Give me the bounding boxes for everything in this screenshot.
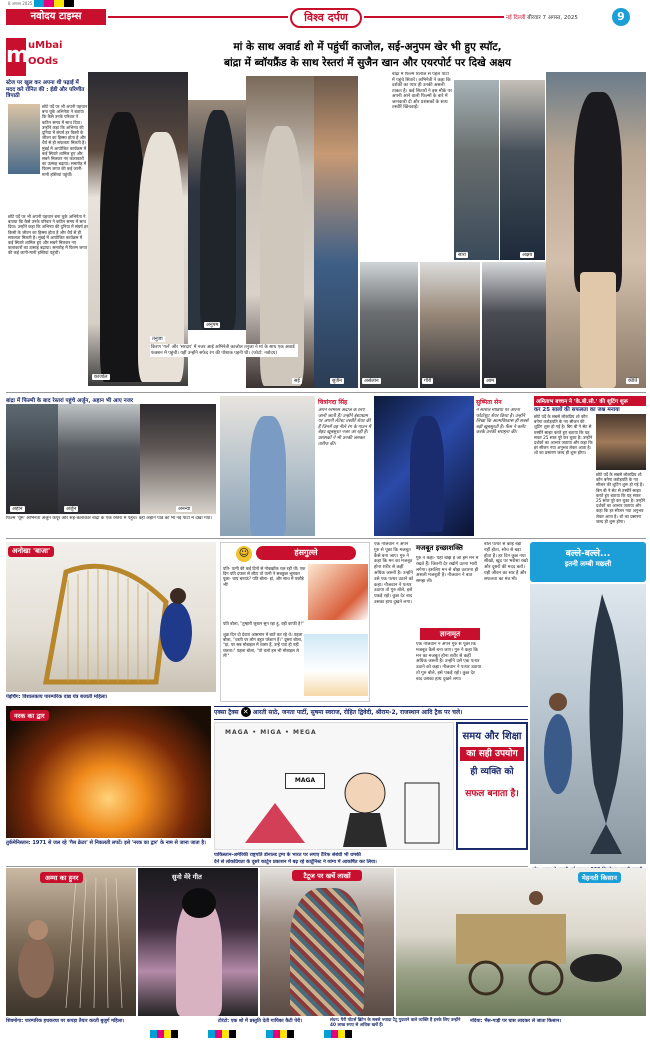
amitabh-body-2: छोटे पर्दे के सबसे लोकप्रिय शो कौन बनेगा करोड़पति के नए सीजन की शूटिंग शुरू हो गई है। बिग बी ने सेट से तस्वीरें साझा करते हुए बताया कि यह सफर 25 साल पूरे कर चुका है। उन्होंने दर्शकों का आभार जताया और कहा कि हर सीजन नया अनुभव लेकर आता है। शो का प्रसारण जल्द ही शुरू होगा। <box>596 472 646 524</box>
quote-line-4: सफल बनाता है। <box>465 789 519 799</box>
mazboot-col-2: गुरु ने कहा- यही बोझ है जो हम मन में रखते हैं। जितनी देर रखोगे उतना भारी लगेगा। इसलिए मन से बोझ उतारना ही असली मजबूती है। नौजवान ने बात समझ ली। <box>416 556 479 585</box>
paper-name: नवोदय टाइम्स <box>6 9 106 25</box>
photo-gauri <box>420 262 480 388</box>
amitabh-body: छोटे पर्दे के सबसे लोकप्रिय शो कौन बनेगा करोड़पति के नए सीजन की शूटिंग शुरू हो गई है। बिग बी ने सेट से तस्वीरें साझा करते हुए बताया कि यह सफर 25 साल पूरे कर चुका है। उन्होंने दर्शकों का आभार जताया और कहा कि हर सीजन नया अनुभव लेकर आता है। शो का प्रसारण जल्द ही शुरू होगा। <box>534 414 593 456</box>
hansgulle-joke-1: पति- पत्नी की कई दिनों से नोकझोंक चल रही थी। एक दिन पति दफ्तर से लौटा तो पत्नी ने सबकुछ भूलकर पूछा- चाय बनाऊं? पति बोला- हां, और साथ में पकौड़े भी! <box>223 566 306 587</box>
center-caption: किरण 'गर्ल' और 'सरदार' में नजर आई अभिनेत्री काजोल तनुजा ने मां के साथ एक अवार्ड फंक्शन में पहुंची। यहीं उन्होंने सफेद रंग की पोशाक पहनी थी। (फोटो: नवोदय) <box>150 344 298 357</box>
ticker-left: एक्सा ट्रैक्स <box>214 709 239 716</box>
hansgulle-joke-1b: पति बोला, "तुम्हारी जुबान सुन रहा हूं, वही काफी है!" <box>223 621 304 626</box>
fish-heading-1: बल्ले-बल्ले... <box>565 549 611 559</box>
lead-mid-text: बांद्रा में फिल्म रिलीज से पहले पार्टी में पहुंचे सितारे। अभिनेत्री ने कहा कि दर्शकों का प्यार ही उनकी असली ताकत है। कई सितारों ने इस मौके पर अपनी आने वाली फिल्मों के बारे में जानकारी दी और प्रशंसकों के साथ तस्वीरें खिंचवाईं। <box>392 72 452 110</box>
name-kajol: काजोल <box>94 374 108 380</box>
harp-illustration <box>6 542 216 692</box>
photo-farmer <box>396 868 646 1016</box>
tattoo-title: टैटूज पर खर्चे लाखों <box>292 870 362 881</box>
amitabh-heading-2: कर 25 सालों की सफलता का जश्न मनाया <box>534 407 620 413</box>
mazboot-col-3: बोले पत्थर से कोई बड़ा नहीं होता, सोच से बड़ा होता है। हर दिन कुछ नया सीखो, खुद पर भरोसा रखो और दूसरों की मदद करो। यही जीवन का सार है और सफलता का मंत्र भी। <box>484 542 528 582</box>
amma-caption: शिवमोगा: पारम्परिक हथकरघा पर कपड़ा तैयार करती बुजुर्ग महिला। <box>6 1019 125 1024</box>
mazboot-col-1: एक नौजवान ने अपने गुरु से पूछा कि मजबूत कैसे बना जाए। गुरु ने कहा कि मन का मजबूत होना शरीर से कहीं अधिक जरूरी है। उन्होंने उसे एक पत्थर उठाने को कहा। नौजवान ने पत्थर उठाया तो गुरु बोले, इसे पकड़े रहो। कुछ देर बाद उसका हाथ दुखने लगा। <box>374 542 414 605</box>
date: बीरवार 7 अगस्त, 2025 <box>527 15 578 21</box>
cartoon-sign: MAGA <box>285 773 325 789</box>
left-column-headline: स्टेज पर खुल कर अपना थी पढ़ाई में मदद करे रॉनित की : ईडी और परिणीत त्रिपाठी <box>6 80 85 99</box>
mumbai-moods-line2: OOds <box>28 56 59 67</box>
cart-illustration <box>396 868 646 1016</box>
cartoon-caption-2: देने से लोकप्रियता के दूसरे कार्टून प्रकाशन में बढ़ रहे कार्टूनिस्ट ने व्यंग्य में आकर्षित कर लिया। <box>214 860 377 865</box>
name-arslan: अर्सलान <box>364 378 379 384</box>
photo-gas-crater <box>6 706 211 838</box>
photo-tattoo <box>260 868 394 1016</box>
photo-fish <box>530 584 646 864</box>
ticker-bar <box>214 706 528 720</box>
photo-kriti <box>546 72 646 388</box>
chitrangada-name: चित्रांगदा सिंह <box>318 399 348 406</box>
photo-akshay-top <box>500 80 545 260</box>
quote-line-2: का सही उपयोग <box>460 747 524 761</box>
photo-chitrangada <box>220 396 315 536</box>
name-akshay: अक्षय <box>522 252 533 258</box>
bandra-heading: बांद्रा में फिल्मी के बाद रेस्तरां पहुंचे अर्जुन, अहान भी आए नजर <box>6 398 134 404</box>
photo-harp <box>6 542 216 692</box>
mazboot-heading: मजबूत इच्छाशक्ति <box>416 544 463 552</box>
mumbai-moods-letter: m <box>6 38 26 76</box>
photo-katy-perry <box>138 868 258 1016</box>
photo-suzanne <box>314 76 358 388</box>
anokha-heading: अनोखा 'बाजा' <box>8 546 54 557</box>
narak-heading: नरक का द्वार <box>10 710 49 721</box>
fish-illustration <box>530 584 646 864</box>
registration-marks-bottom <box>150 1030 500 1038</box>
lead-headline-1: मां के साथ अवार्ड शो में पहुंचीं काजोल, सई-अनुपम खेर भी हुए स्पॉट, <box>233 41 502 53</box>
name-arjun: अर्जुन <box>66 506 77 512</box>
ticker-x-icon: ✕ <box>241 707 251 717</box>
photo-ananya <box>140 404 216 514</box>
mazboot-col-2b: एक नौजवान ने अपने गुरु से पूछा कि मजबूत कैसे बना जाए। गुरु ने कहा कि मन का मजबूत होना शरीर से कहीं अधिक जरूरी है। उन्होंने उसे एक पत्थर उठाने को कहा। नौजवान ने पत्थर उठाया तो गुरु बोले, इसे पकड़े रहो। कुछ देर बाद उसका हाथ दुखने लगा। <box>416 642 482 682</box>
top-small-text: 8 अगस्त 2025 <box>8 1 33 6</box>
sushmita-text: ने सोशल मीडिया पर अपना फोटोशूट शेयर किया है। उन्होंने लिखा कि आत्मविश्वास ही सबसे बड़ी खूबसूरती है। फैंस ने कमेंट करके उनकी सराहना की। <box>476 408 529 436</box>
rule-1 <box>6 392 646 393</box>
photo-amma <box>6 868 136 1016</box>
name-aam: आम <box>486 378 495 384</box>
photo-anupam <box>188 100 248 330</box>
amitabh-heading-1: अमिताभ बच्चन ने 'के.बी.सी.' की शूटिंग शुरू <box>534 396 646 406</box>
hansgulle-cartoon-1 <box>308 564 368 620</box>
mumbai-moods-line1: uMbai <box>28 40 63 51</box>
photo-ahan <box>6 404 58 514</box>
hansgulle-smiley-icon: ☺ <box>236 546 252 562</box>
tattoo-caption: लंदन: पैरी पॉटर्स ब्रिटेन के सबसे ज्यादा टैटू गुदवाने वाले व्यक्ति हैं इनके लिए उन्होंने 40 लाख रुपए से अधिक खर्चे हैं। <box>330 1018 461 1029</box>
hansgulle-heading: हंसगुल्ले <box>256 546 356 560</box>
cartoon-illustration <box>215 723 455 851</box>
sune-caption: टोरंटो: एक शो में प्रस्तुति देती गायिका कैटी पेरी। <box>218 1019 303 1024</box>
gyanamrit-label: ज्ञानामृत <box>420 628 480 640</box>
name-ananya: अनन्या <box>178 506 191 512</box>
photo-amitabh <box>596 414 646 470</box>
chitrangada-text: अपने ग्लैमरस अंदाज के लिए जानी जाती हैं। उन्होंने इंस्टाग्राम पर अपनी लेटेस्ट तस्वीरें शेयर की हैं जिनमें वह नीले रंग के गाउन में बेहद खूबसूरत नजर आ रही हैं। प्रशंसकों ने भी उनकी जमकर तारीफ की। <box>318 408 371 447</box>
name-sara: सारा <box>458 252 467 258</box>
name-gauri: गौरी <box>424 378 432 384</box>
fish-heading-2: इतनी लम्बी मछली <box>564 560 612 568</box>
name-tanuja: तनुजा <box>152 336 163 342</box>
masthead-rule-left <box>108 16 288 18</box>
photo-akshay-airport <box>482 262 546 388</box>
hansgulle-joke-2: शुक्र दिन दो देवता आसमान में बातें कर रहे थे। पहला बोला, "धरती पर लोग बहुत परेशान हैं।" दूसरा बोला, "हां, पर सब मोबाइल में व्यस्त हैं, उन्हें पता ही नहीं चलता।" पहला बोला, "तो चलो हम भी मोबाइल ले लें!" <box>223 632 303 658</box>
masthead <box>0 0 650 36</box>
cartoon-words: MAGA • MIGA • MEGA <box>225 729 317 736</box>
photo-arjun <box>58 404 140 514</box>
kisan-title: मेहनती किसान <box>578 872 621 883</box>
page-number: 9 <box>612 8 630 26</box>
city: नई दिल्ली <box>506 15 526 21</box>
photo-kajol-tanuja <box>88 72 188 386</box>
name-ahan: अहान <box>12 506 23 512</box>
left-column-body-2: छोटे पर्दे पर भी अपनी पहचान बना चुके अभिनेता ने बताया कि कैसे उनके परिवार ने कठिन समय में साथ दिया। उन्होंने कहा कि अभिनय की दुनिया में संघर्ष हर किसी के जीवन का हिस्सा होता है और धैर्य से ही सफलता मिलती है। मुंबई में आयोजित कार्यक्रम में कई सितारे शामिल हुए और सबने मिलकर नए कलाकारों का उत्साह बढ़ाया। समारोह में फिल्म जगत की कई जानी-मानी हस्तियां पहुंचीं। <box>8 214 88 256</box>
amma-title: अम्मा का हुनर <box>40 872 83 883</box>
kisan-caption: नदिया: भैंस-गाड़ी पर घास लादकर ले जाता किसान। <box>470 1019 562 1024</box>
photo-arslan <box>360 262 418 388</box>
rule-3 <box>6 866 528 867</box>
loom-illustration <box>6 868 136 1016</box>
cartoon-panel <box>214 722 454 850</box>
quote-box <box>456 722 528 850</box>
dateline <box>506 13 578 21</box>
registration-marks-left <box>34 0 74 7</box>
name-sai: सई <box>294 378 300 384</box>
sune-title: सुनो मेरे गीत <box>172 873 202 881</box>
left-column-body: छोटे पर्दे पर भी अपनी पहचान बना चुके अभिनेता ने बताया कि कैसे उनके परिवार ने कठिन समय में साथ दिया। उन्होंने कहा कि अभिनय की दुनिया में संघर्ष हर किसी के जीवन का हिस्सा होता है और धैर्य से ही सफलता मिलती है। मुंबई में आयोजित कार्यक्रम में कई सितारे शामिल हुए और सबने मिलकर नए कलाकारों का उत्साह बढ़ाया। समारोह में फिल्म जगत की कई जानी-मानी हस्तियां पहुंचीं। <box>42 104 88 177</box>
hansgulle-cartoon-2 <box>304 634 368 696</box>
lead-headline-2: बांद्रा में ब्वॉयफ्रैंड के साथ रेस्तरां में सुजैन खान और एयरपोर्ट पर दिखे अक्षय <box>224 57 511 69</box>
sushmita-name: सुष्मिता सेन <box>476 399 502 406</box>
quote-line-1: समय और शिक्षा <box>462 731 522 742</box>
ticker-rest: आरती साठे, जनता पार्टी, सुषमा स्वराज, रोहित द्विवेदी, श्रीराम-2, राजस्थान आदि ट्रैक पर चले। <box>252 709 463 716</box>
left-column-photo <box>8 104 40 174</box>
cartoon-caption-1: पाकिस्तान-अमेरिकी राष्ट्रपति डोनाल्ड ट्रम्प के भारत पर लगाए टैरिफ संबंधी भी धमकी <box>214 853 361 858</box>
rule-2 <box>6 538 646 539</box>
anokha-caption: पेइचिंग: विशालकाय पारम्परिक वाद्य यंत्र बजाती महिला। <box>6 694 108 700</box>
photo-sara-kids <box>454 80 499 260</box>
section-title: विश्व दर्पण <box>290 8 362 28</box>
photo-sushmita <box>374 396 474 536</box>
mumbai-moods-box <box>6 38 68 76</box>
name-anupam: अनुपम <box>206 322 219 328</box>
quote-line-3: ही व्यक्ति को <box>470 767 514 777</box>
name-suzanne: सुजैन <box>332 378 342 384</box>
name-kriti: कीर्ति <box>628 378 638 384</box>
narak-caption: तुर्कमेनिस्तान: 1971 से जल रहे 'गैस क्रेटर' से निकलती लपटें। इसे 'नरक का द्वार' के नाम से जाना जाता है। <box>6 840 206 846</box>
photo-sai <box>246 76 316 388</box>
bandra-caption: फिल्म 'धूम' अभिनेता अर्जुन कपूर और सह-कलाकार बांद्रा के एक रेस्तरां में पहुंचे। वहीं अहान पांडे को भी नई पार्टी में देखा गया। <box>6 516 213 521</box>
masthead-rule-right <box>364 16 504 18</box>
